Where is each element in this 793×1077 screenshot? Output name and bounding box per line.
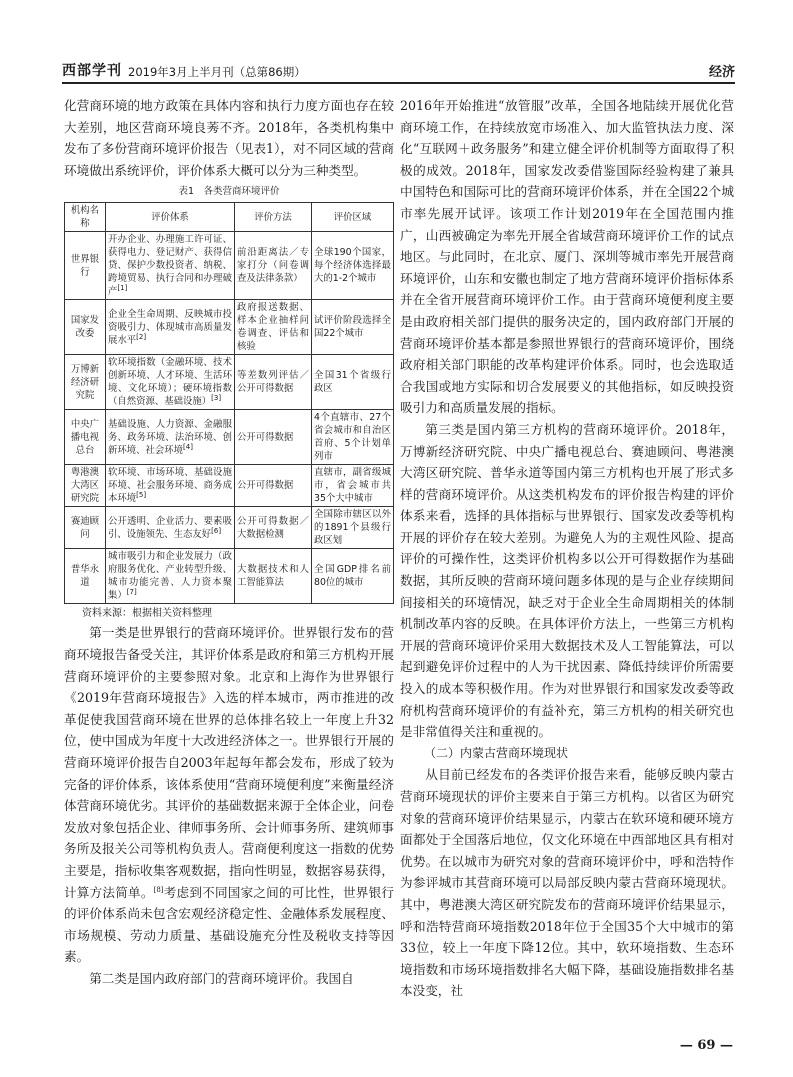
- paragraph: 第三类是国内第三方机构的营商环境评价。2018年，万博新经济研究院、中央广播电视总台、赛迪顾问、粤港澳大湾区研究院、普华永道等国内第三方机构也开展了形式多样的营商环境评价。从这类机构发布的评价报告构建的评价体系来看，选择的具体指标与世界银行、国家发改委等机构开展的评价存在较大差别。为避免人为的主观性风险、提高评价的可操作性，这类评价机构多以公开可得数据作为基础数据，其所反映的营商环境问题多体现的是与企业存续期间间接相关的环境情况，缺乏对于企业全生命周期相关的体制机制改革内容的反映。在具体评价方法上，一些第三方机构开展的营商环境评价采用大数据技术及人工智能算法，可以起到避免评价过程中的人为干扰因素、降低持续评价所需要投入的成本等积极作用。作为对世界银行和国家发改委等政府机构营商环境评价的有益补充，第三方机构的相关研究也是非常值得关注和重视的。: [400, 421, 734, 740]
- table-row: [65, 507, 394, 549]
- page-header: [62, 60, 735, 84]
- header-cell: 机构名称: [65, 203, 106, 232]
- system-cell: 软环境指数（金融环境、技术创新环境、人才环境、生活环境、文化环境）；硬环境指数（自然资源、基础设施）[3]: [106, 355, 235, 410]
- region-cell: 试评价阶段选择全国22个城市: [312, 300, 394, 355]
- org-cell: 万博新经济研究院: [65, 355, 106, 410]
- header-cell: 评价区域: [312, 203, 394, 232]
- table-row: [65, 232, 394, 300]
- right-column: [400, 95, 734, 1002]
- org-cell: 世界银行: [65, 232, 106, 300]
- region-cell: 全国31个省级行政区: [312, 355, 394, 410]
- org-cell: 普华永道: [65, 549, 106, 604]
- system-cell: 企业全生命周期、反映城市投资吸引力、体现城市高质量发展水平[2]: [106, 300, 235, 355]
- section-subheading: （二）内蒙古营商环境现状: [424, 745, 569, 760]
- org-cell: 中央广播电视总台: [65, 410, 106, 465]
- table-row: [65, 465, 394, 507]
- method-cell: 大数据技术和人工智能算法: [235, 549, 312, 604]
- paragraph: 第一类是世界银行的营商环境评价。世界银行发布的营商环境报告备受关注，其评价体系是政府和第三方机构开展营商环境评价的主要参照对象。北京和上海作为世界银行《2019年营商环境报告》入选的样本城市，两市推进的改革促使我国营商环境在世界的总体排名较上一年度上升32位，使中国成为年度十大改进经济体之一。世界银行开展的营商环境评价报告自2003年起每年都会发布，形成了较为完备的评价体系，该体系使用“营商环境便利度”来衡量经济体营商环境优劣。其评价的基础数据来源于全体企业，问卷发放对象包括企业、律师事务所、会计师事务所、建筑师事务所及报关公司等机构负责人。营商便利度这一指数的优势主要是，指标收集客观数据，指向性明显，数据容易获得，计算方法简单。[8]考虑到不同国家之间的可比性，世界银行的评价体系尚未包含宏观经济稳定性、金融体系发展程度、市场规模、劳动力质量、基础设施充分性及税收支持等因素。: [64, 625, 395, 965]
- region-cell: 4个直辖市、27个省会城市和自治区首府、5个计划单列市: [312, 410, 394, 465]
- system-cell: 基础设施、人力资源、金融服务、政务环境、法治环境、创新环境、社会环境[4]: [106, 410, 235, 465]
- page-number: — 69 —: [679, 1038, 733, 1053]
- issue-info: 2019年3月上半月刊（总第86期）: [128, 65, 306, 79]
- table-caption: 表1 各类营商环境评价: [178, 186, 280, 198]
- paragraph: 第二类是国内政府部门的营商环境评价。我国自: [89, 970, 354, 986]
- table-header-row: [65, 203, 394, 232]
- table-row: [65, 300, 394, 355]
- system-cell: 城市吸引力和企业发展力（政府服务优化、产业转型升级、城市功能完善、人力资本聚集）[7]: [106, 549, 235, 604]
- journal-title: 西部学刊: [62, 63, 122, 79]
- method-cell: 公开可得数据: [235, 410, 312, 465]
- method-cell: 公开可得数据／大数据检测: [235, 507, 312, 549]
- region-cell: 直辖市，副省级城市，省会城市共35个大中城市: [312, 465, 394, 507]
- org-cell: 赛迪顾问: [65, 507, 106, 549]
- system-cell: 公开透明、企业活力、要素吸引、设施领先、生态友好[6]: [106, 507, 235, 549]
- method-cell: 政府报送数据、样本企业抽样问卷调查、评估和核验: [235, 300, 312, 355]
- table-row: [65, 355, 394, 410]
- left-column: [64, 95, 394, 989]
- region-cell: 全国除市辖区以外的1891个县级行政区划: [312, 507, 394, 549]
- header-cell: 评价方法: [235, 203, 312, 232]
- paragraph: 2016年开始推进“放管服”改革，全国各地陆续开展优化营商环境工作，在持续放宽市场准入、加大监管执法力度、深化“互联网＋政务服务”和建立健全评价机制等方面取得了积极的成效。2018年，国家发改委借鉴国际经验构建了兼具中国特色和国际可比的营商环境评价体系，并在全国22个城市率先展开试评。该项工作计划2019年在全国范围内推广，山西被确定为率先开展全省域营商环境评价工作的试点地区。与此同时，在北京、厦门、深圳等城市率先开展营商环境评价，山东和安徽也制定了地方营商环境评价指标体系并在全省开展营商环境评价工作。由于营商环境便利度主要是由政府相关部门提供的服务决定的，国内政府部门开展的营商环境评价基本都是参照世界银行的营商环境评价，围绕政府相关部门职能的改革构建评价体系。同时，也会选取适合我国或地方实际和切合发展要义的其他指标，如反映投资吸引力和高质量发展的指标。: [400, 98, 734, 416]
- header-cell: 评价体系: [106, 203, 235, 232]
- org-cell: 粤港澳大湾区研究院: [65, 465, 106, 507]
- section-name: 经济: [708, 65, 735, 80]
- table-row: [65, 410, 394, 465]
- header-left: [62, 60, 306, 82]
- org-cell: 国家发改委: [65, 300, 106, 355]
- method-cell: 公开可得数据: [235, 465, 312, 507]
- system-cell: 开办企业、办理施工许可证、获得电力、登记财产、获得信贷、保护少数投资者、纳税、跨境贸易、执行合同和办理破产[1]: [106, 232, 235, 300]
- method-cell: 等差数列评估／公开可得数据: [235, 355, 312, 410]
- paragraph: 从目前已经发布的各类评价报告来看，能够反映内蒙古营商环境现状的评价主要来自于第三方机构。以省区为研究对象的营商环境评价结果显示，内蒙古在软环境和硬环境方面都处于全国落后地位，仅文化环境在中西部地区具有相对优势。在以城市为研究对象的营商环境评价中，呼和浩特作为参评城市其营商环境可以局部反映内蒙古营商环境现状。其中，粤港澳大湾区研究院发布的营商环境评价结果显示，呼和浩特营商环境指数2018年位于全国35个大中城市的第33位，较上一年度下降12位。其中，软环境指数、生态环境指数和市场环境指数排名大幅下降，基础设施指数排名基本没变，社: [400, 767, 734, 999]
- evaluation-table: [64, 202, 394, 604]
- region-cell: 全球190个国家，每个经济体选择最大的1-2个城市: [312, 232, 394, 300]
- system-cell: 软环境、市场环境、基础设施环境、社会服务环境、商务成本环境[5]: [106, 465, 235, 507]
- table-source: 资料来源：根据相关资料整理: [82, 608, 212, 620]
- paragraph: 化营商环境的地方政策在具体内容和执行力度方面也存在较大差别，地区营商环境良莠不齐。2018年，各类机构集中发布了多份营商环境评价报告（见表1），对不同区域的营商环境做出系统评价，评价体系大概可以分为三种类型。: [64, 98, 394, 178]
- region-cell: 全国GDP排名前80位的城市: [312, 549, 394, 604]
- method-cell: 前沿距离法／专家打分（问卷调查及法律条款）: [235, 232, 312, 300]
- table-row: [65, 549, 394, 604]
